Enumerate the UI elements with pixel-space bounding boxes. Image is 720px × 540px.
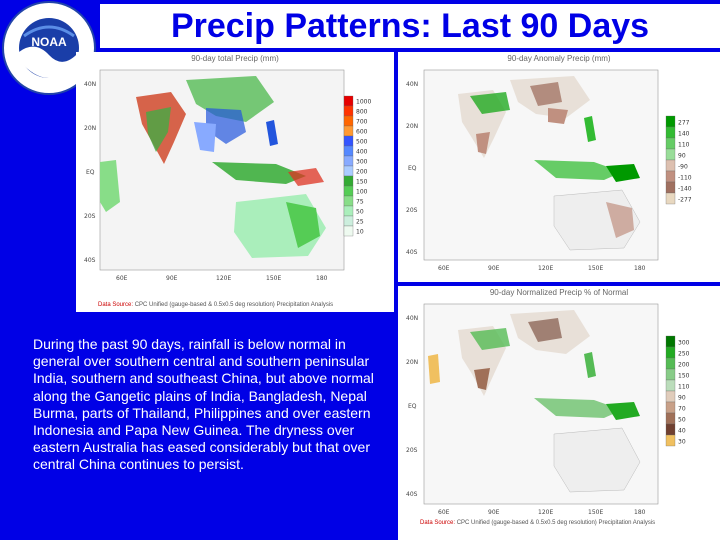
legend-label: 50 [678,416,686,424]
legend-swatch [344,136,353,146]
legend-label: 90 [678,394,686,402]
legend-label: 200 [678,361,690,369]
svg-text:60E: 60E [438,509,450,516]
legend-label: -90 [678,163,688,171]
legend-label: 140 [678,130,690,138]
legend-swatch [344,166,353,176]
svg-text:180: 180 [634,509,646,516]
legend-label: 25 [356,218,364,226]
data-source-text: CPC Unified (gauge-based & 0.5x0.5 deg resolution) Precipitation Analysis [134,302,334,308]
legend-label: 90 [678,152,686,160]
svg-text:20N: 20N [406,359,419,366]
legend-swatch [666,413,675,424]
svg-text:120E: 120E [538,509,554,516]
svg-text:60E: 60E [438,265,450,272]
data-source-note [420,520,655,526]
legend-label: 800 [356,108,368,116]
precip-anomaly-map [398,52,720,282]
legend-label: 150 [356,178,368,186]
legend-label: 277 [678,119,690,127]
legend-label: 40 [678,427,686,435]
svg-text:60E: 60E [116,275,128,282]
svg-text:90E: 90E [166,275,178,282]
svg-text:40S: 40S [406,249,418,256]
legend-label: -140 [678,185,692,193]
svg-text:150E: 150E [266,275,282,282]
legend-swatch [344,216,353,226]
legend-swatch [344,196,353,206]
legend-label: 700 [356,118,368,126]
svg-text:40N: 40N [406,315,419,322]
legend-label: -277 [678,196,692,204]
svg-text:EQ: EQ [86,169,95,176]
legend-label: 70 [678,405,686,413]
svg-text:180: 180 [316,275,328,282]
legend-label: 150 [678,372,690,380]
legend-swatch [666,358,675,369]
legend-swatch [666,160,675,171]
map-graphic [76,52,394,312]
legend-swatch [666,435,675,446]
legend-label: 250 [678,350,690,358]
data-source-text: CPC Unified (gauge-based & 0.5x0.5 deg resolution) Precipitation Analysis [456,520,656,526]
svg-text:20N: 20N [84,125,97,132]
data-source-label: Data Source: [420,520,456,526]
svg-text:40N: 40N [406,81,419,88]
legend-label: 75 [356,198,364,206]
svg-text:EQ: EQ [408,403,417,410]
legend-label: 500 [356,138,368,146]
legend-swatch [666,424,675,435]
legend-swatch [666,380,675,391]
legend-swatch [666,171,675,182]
legend-swatch [344,186,353,196]
legend-swatch [666,193,675,204]
map-graphic [398,52,720,282]
legend-swatch [344,156,353,166]
svg-text:20S: 20S [84,213,96,220]
svg-text:90E: 90E [488,509,500,516]
legend-swatch [666,369,675,380]
svg-text:180: 180 [634,265,646,272]
legend-label: 30 [678,438,686,446]
panel-title: 90-day Normalized Precip % of Normal [489,288,629,297]
legend-label: 1000 [356,98,372,106]
legend-label: 200 [356,168,368,176]
legend-swatch [666,336,675,347]
legend-label: 400 [356,148,368,156]
legend-swatch [666,149,675,160]
precip-total-map [76,52,394,312]
legend-swatch [344,146,353,156]
page-title: Precip Patterns: Last 90 Days [100,4,720,48]
legend-swatch [344,126,353,136]
svg-text:EQ: EQ [408,165,417,172]
legend-swatch [666,391,675,402]
svg-text:40N: 40N [84,81,97,88]
summary-text: During the past 90 days, rainfall is below normal in general over southern central and southern peninsular India, southern and southeast China, but above normal along the Gangetic plains of India, Bangladesh, Nepal Burma, parts of Thailand, Philippines and over eastern Indonesia and Papa New Guinea. The dryness over eastern Australia has eased considerably but that over central China continues to persist. [33,336,374,473]
legend-swatch [666,138,675,149]
panel-title: 90-day total Precip (mm) [191,54,279,63]
legend-swatch [666,347,675,358]
legend-label: 300 [356,158,368,166]
svg-text:20S: 20S [406,207,418,214]
svg-text:120E: 120E [538,265,554,272]
legend-label: 110 [678,141,690,149]
legend-swatch [344,176,353,186]
legend-swatch [344,206,353,216]
legend-swatch [666,127,675,138]
legend-swatch [344,226,353,236]
svg-text:40S: 40S [406,491,418,498]
legend-swatch [344,106,353,116]
legend-label: 300 [678,339,690,347]
legend-swatch [344,96,353,106]
svg-text:150E: 150E [588,509,604,516]
legend-swatch [344,116,353,126]
legend-swatch [666,402,675,413]
svg-text:150E: 150E [588,265,604,272]
data-source-note [98,302,333,308]
svg-text:20N: 20N [406,123,419,130]
logo-text: NOAA [31,35,67,49]
legend-label: 600 [356,128,368,136]
data-source-label: Data Source: [98,302,134,308]
svg-text:120E: 120E [216,275,232,282]
svg-text:20S: 20S [406,447,418,454]
legend-label: 100 [356,188,368,196]
panel-title: 90-day Anomaly Precip (mm) [507,54,611,63]
legend-label: 110 [678,383,690,391]
precip-percent-map [398,286,720,540]
map-graphic [398,286,720,540]
legend-swatch [666,182,675,193]
legend-label: -110 [678,174,692,182]
legend-label: 50 [356,208,364,216]
svg-text:40S: 40S [84,257,96,264]
svg-text:90E: 90E [488,265,500,272]
legend-swatch [666,116,675,127]
legend-label: 10 [356,228,364,236]
